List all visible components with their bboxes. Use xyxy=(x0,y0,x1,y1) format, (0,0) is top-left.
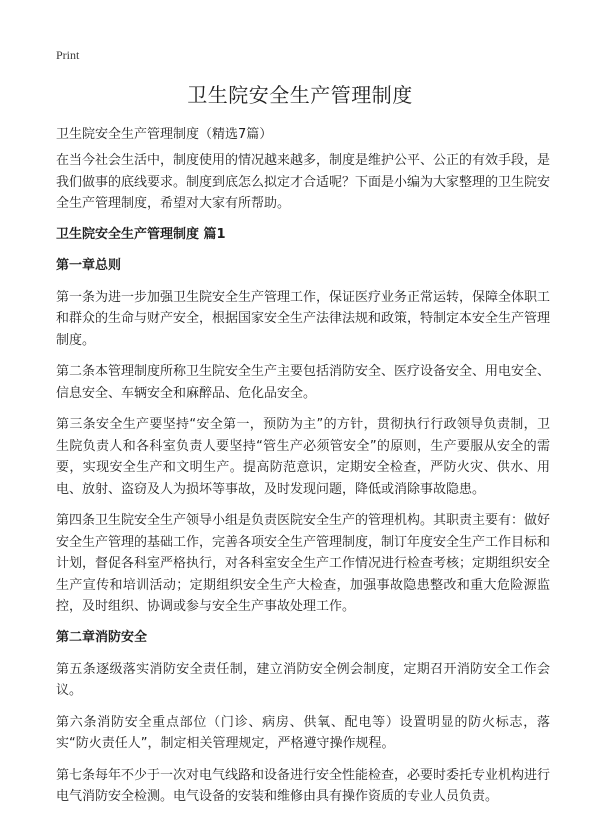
chapter-heading: 第二章消防安全 xyxy=(56,629,148,645)
article-paragraph: 第五条逐级落实消防安全责任制，建立消防安全例会制度，定期召开消防安全工作会议。 xyxy=(56,661,550,698)
part-heading: 卫生院安全生产管理制度 篇1 xyxy=(56,226,226,242)
article-paragraph: 第三条安全生产要坚持“安全第一，预防为主”的方针，贯彻执行行政领导负责制，卫生院负责人和各科室负责人要坚持“管生产必须管安全”的原则，生产要服从安全的需要，实现安全生产和文明生产。提高防范意识，定期安全检查，严防火灾、供水、用电、放射、盗窃及人为损坏等事故，及时发现问题，降低或消除事故隐患。 xyxy=(56,417,550,497)
document-title: 卫生院安全生产管理制度 xyxy=(187,83,413,107)
document-body xyxy=(56,150,550,818)
article-paragraph: 第七条每年不少于一次对电气线路和设备进行安全性能检查，必要时委托专业机构进行电气消防安全检测。电气设备的安装和维修由具有操作资质的专业人员负责。 xyxy=(56,767,551,804)
article-paragraph: 第六条消防安全重点部位（门诊、病房、供氧、配电等）设置明显的防火标志，落实“防火责任人”，制定相关管理规定，严格遵守操作规程。 xyxy=(56,714,550,751)
print-link[interactable]: Print xyxy=(56,48,80,62)
article-paragraph: 第四条卫生院安全生产领导小组是负责医院安全生产的管理机构。其职责主要有：做好安全生产管理的基础工作，完善各项安全生产管理制度，制订年度安全生产工作目标和计划，督促各科室严格执行，对各科室安全生产工作情况进行检查考核；定期组织安全生产宣传和培训活动；定期组织安全生产大检查，加强事故隐患整改和重大危险源监控，及时组织、协调或参与安全生产事故处理工作。 xyxy=(56,513,551,614)
document-subtitle: 卫生院安全生产管理制度（精选7篇） xyxy=(56,127,273,142)
intro-paragraph: 在当今社会生活中，制度使用的情况越来越多，制度是维护公平、公正的有效手段，是我们做事的底线要求。制度到底怎么拟定才合适呢？下面是小编为大家整理的卫生院安全生产管理制度，希望对大家有所帮助。 xyxy=(56,153,551,211)
article-paragraph: 第二条本管理制度所称卫生院安全生产主要包括消防安全、医疗设备安全、用电安全、信息安全、车辆安全和麻醉品、危化品安全。 xyxy=(56,364,551,401)
article-paragraph: 第一条为进一步加强卫生院安全生产管理工作，保证医疗业务正常运转，保障全体职工和群众的生命与财产安全，根据国家安全生产法律法规和政策，特制定本安全生产管理制度。 xyxy=(56,289,551,348)
chapter-heading: 第一章总则 xyxy=(56,257,122,273)
